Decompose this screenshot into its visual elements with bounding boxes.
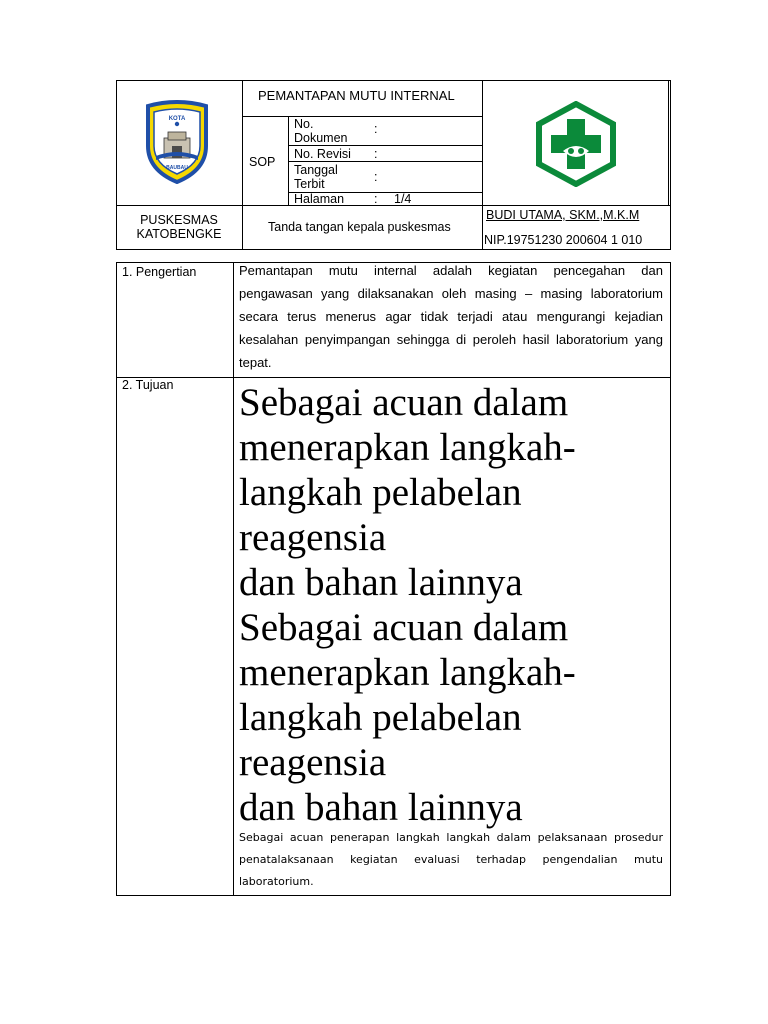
title-divider xyxy=(242,116,482,117)
org-name-line2: KATOBENGKE xyxy=(136,227,222,241)
header-col-divider-2 xyxy=(482,80,483,250)
page-value: 1/4 xyxy=(394,192,412,206)
doc-number-label xyxy=(294,117,348,145)
signature-label: Tanda tangan kepala puskesmas xyxy=(268,220,451,234)
tujuan-line: dan bahan lainnya xyxy=(239,786,523,829)
puskesmas-logo xyxy=(533,101,619,187)
org-name-line1: PUSKESMAS xyxy=(140,213,218,227)
page-colon: : xyxy=(374,192,378,206)
city-logo xyxy=(144,100,210,184)
org-name xyxy=(116,213,242,241)
signer-nip: NIP.19751230 200604 1 010 xyxy=(484,233,643,247)
tujuan-line: Sebagai acuan dalam xyxy=(239,381,569,424)
signer-name: BUDI UTAMA, SKM.,M.K.M xyxy=(486,208,640,222)
page-label: Halaman xyxy=(294,192,345,206)
issue-date-label-line1: Tanggal xyxy=(294,163,338,177)
right-logo-divider xyxy=(668,80,669,206)
tujuan-line: langkah pelabelan xyxy=(239,696,522,739)
document-title: PEMANTAPAN MUTU INTERNAL xyxy=(258,88,455,103)
tujuan-line: Sebagai acuan dalam xyxy=(239,606,569,649)
content-col-divider xyxy=(233,262,234,896)
doc-number-colon: : xyxy=(374,122,378,136)
tujuan-line: menerapkan langkah- xyxy=(239,651,576,694)
tujuan-large-text xyxy=(239,380,576,830)
section-label-tujuan: 2. Tujuan xyxy=(122,378,174,392)
revision-label: No. Revisi xyxy=(294,147,351,161)
row-divider-2 xyxy=(288,161,482,162)
doc-number-label-line2: Dokumen xyxy=(294,131,348,145)
tujuan-line: dan bahan lainnya xyxy=(239,561,523,604)
tujuan-line: langkah pelabelan xyxy=(239,471,522,514)
tujuan-small-text: Sebagai acuan penerapan langkah langkah dalam pelaksanaan prosedur penatalaksanaan kegiatan evaluasi terhadap pengendalian mutu laboratorium. xyxy=(239,831,663,888)
issue-date-label xyxy=(294,163,338,191)
tujuan-line: reagensia xyxy=(239,516,387,559)
doc-number-label-line1: No. xyxy=(294,117,314,131)
revision-colon: : xyxy=(374,147,378,161)
content-row-divider xyxy=(116,377,671,378)
header-col-divider-1 xyxy=(242,80,243,250)
section-label-pengertian: 1. Pengertian xyxy=(122,265,197,279)
city-logo-text-top: KOTA xyxy=(168,116,186,122)
sop-label: SOP xyxy=(249,155,276,169)
row-divider-1 xyxy=(288,145,482,146)
tujuan-line: menerapkan langkah- xyxy=(239,426,576,469)
issue-date-label-line2: Terbit xyxy=(294,177,325,191)
tujuan-line: reagensia xyxy=(239,741,387,784)
city-logo-text-bottom: BAUBAU xyxy=(166,165,188,171)
issue-date-colon: : xyxy=(374,170,378,184)
section-text-pengertian: Pemantapan mutu internal adalah kegiatan pencegahan dan pengawasan yang dilaksanakan oleh masing – masing laboratorium secara terus menerus agar tidak terjadi atau mengurangi kejadian kesalahan penyimpangan sehingga di peroleh hasil laboratorium yang tepat. xyxy=(239,263,663,370)
